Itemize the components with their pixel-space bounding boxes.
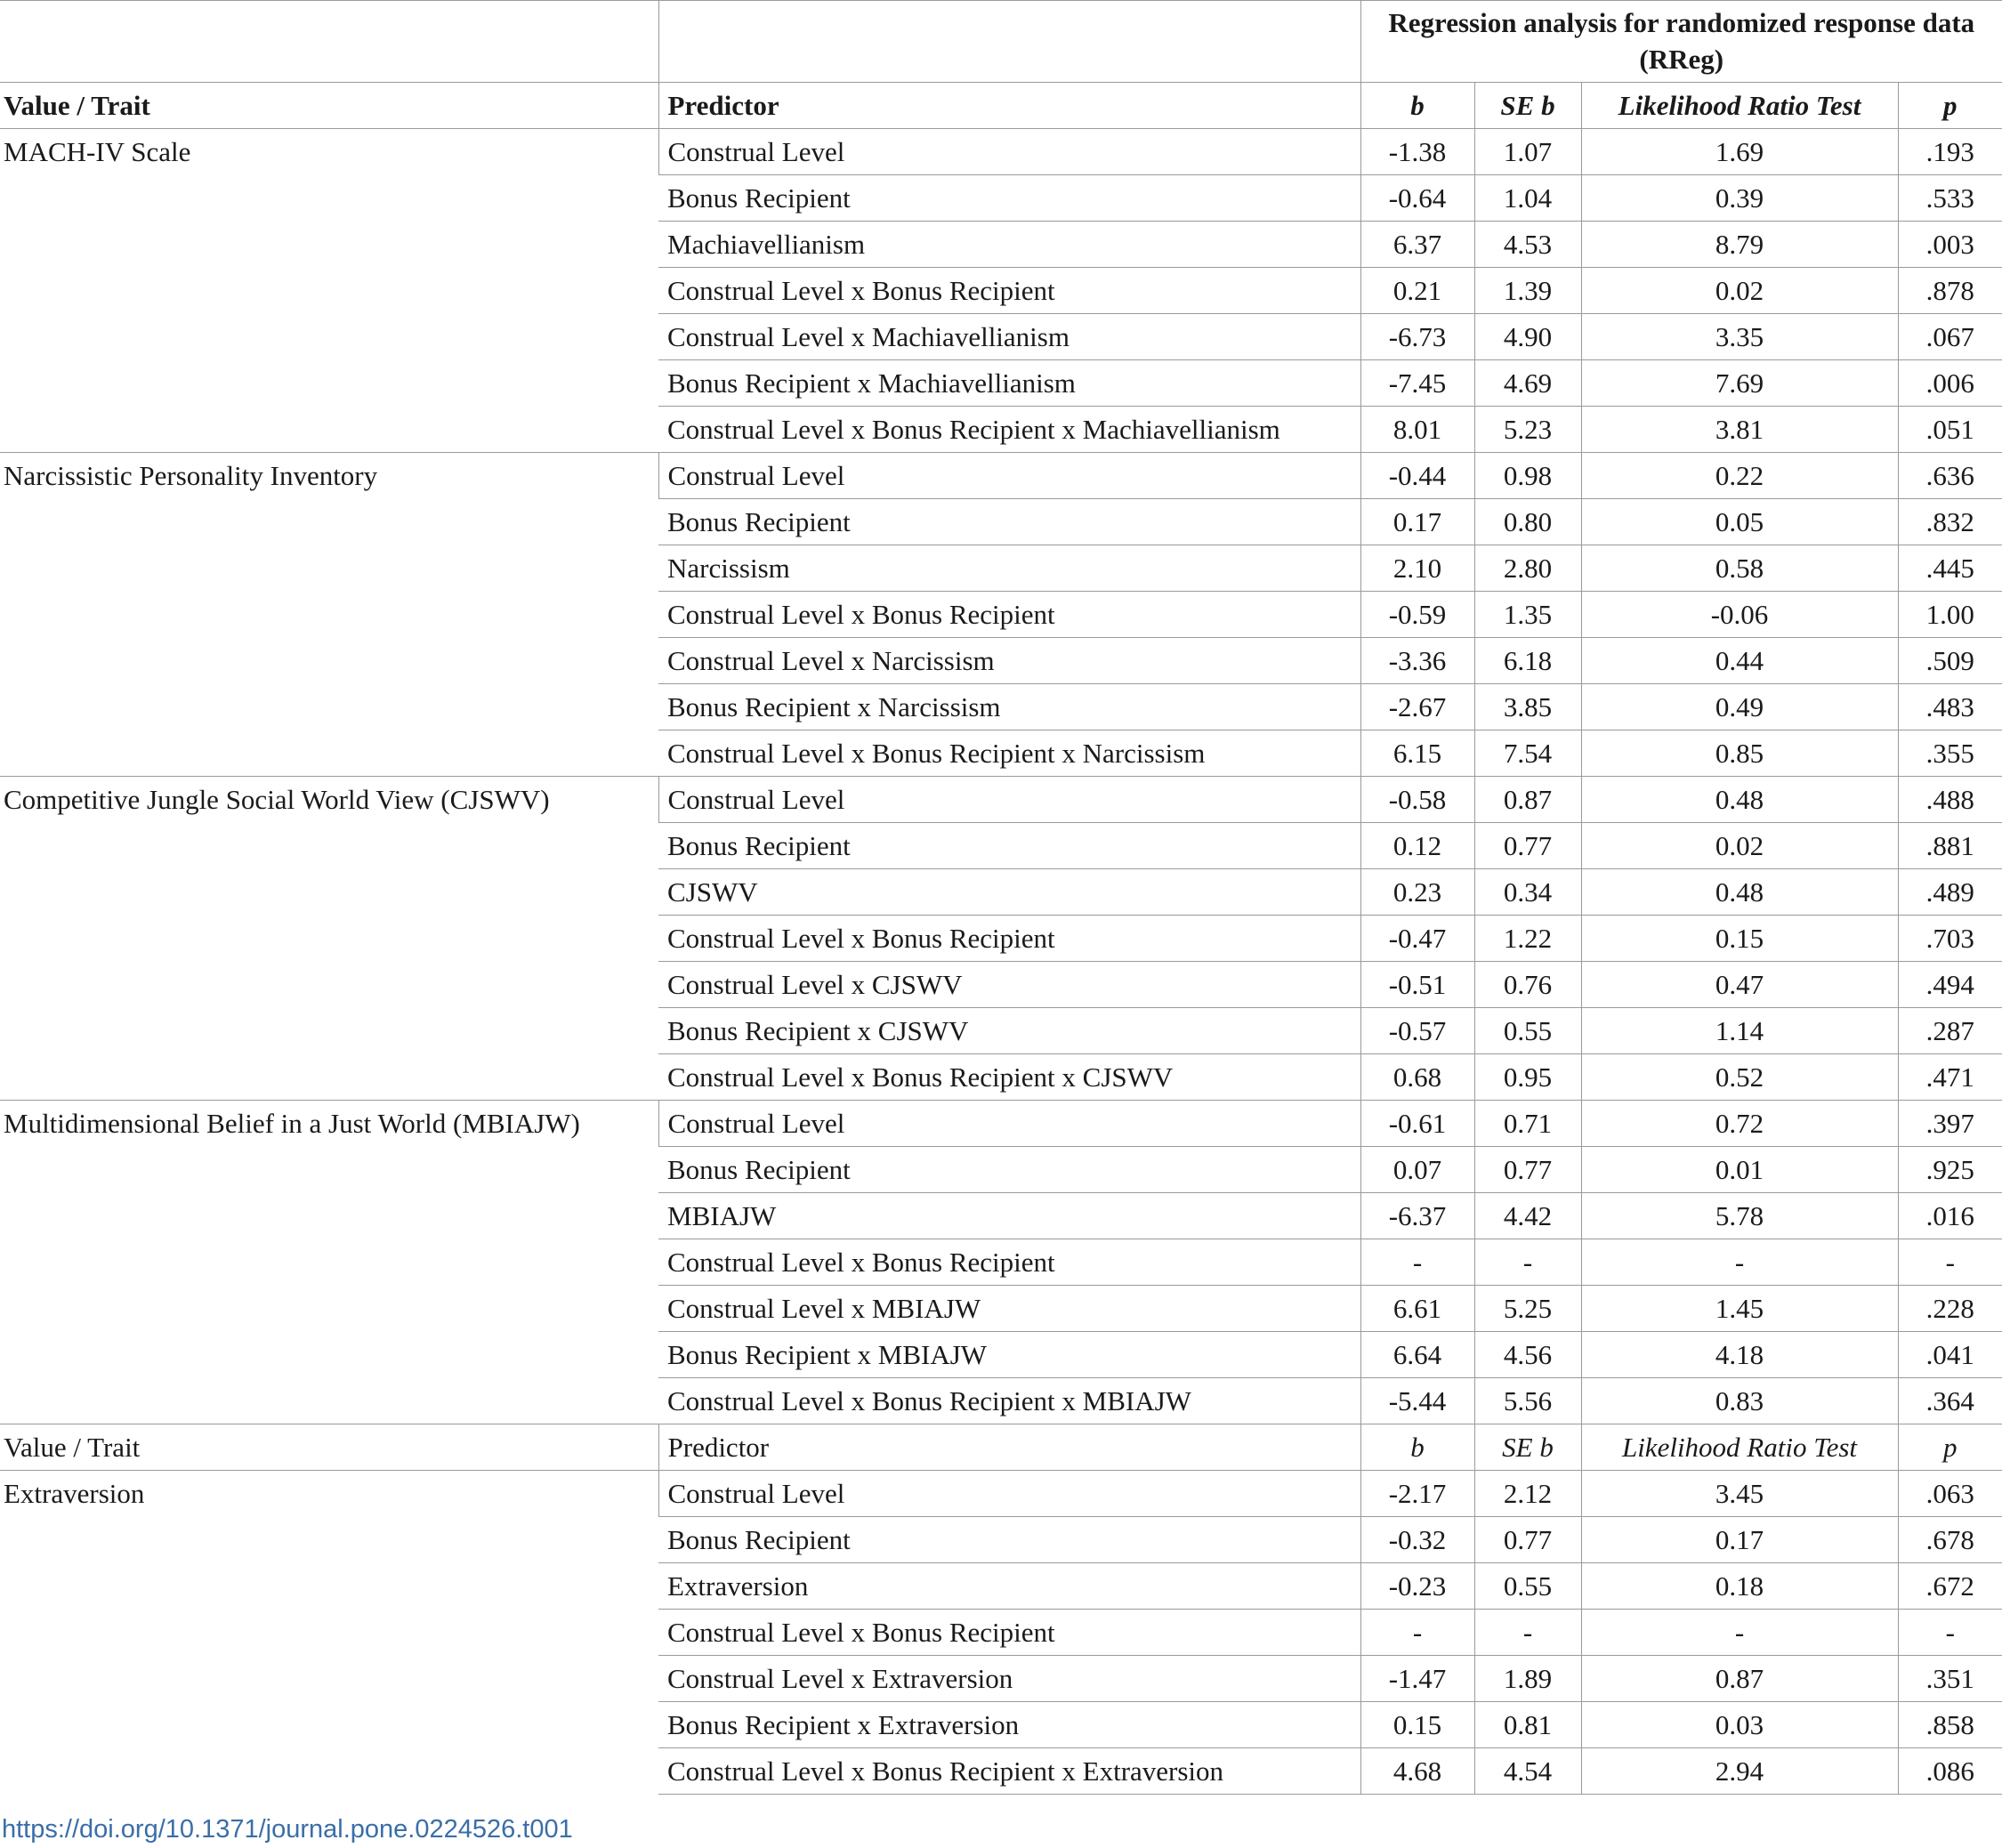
header-b: b [1360,1424,1474,1471]
b-cell: 6.37 [1360,222,1474,268]
p-value-cell: .355 [1898,730,2002,777]
likelihood-ratio-cell: - [1581,1610,1898,1656]
likelihood-ratio-cell: 1.45 [1581,1286,1898,1332]
p-value-cell: .489 [1898,869,2002,916]
likelihood-ratio-cell: 5.78 [1581,1193,1898,1239]
b-cell: 8.01 [1360,407,1474,453]
header-predictor: Predictor [658,83,1360,129]
p-value-cell: .858 [1898,1702,2002,1748]
predictor-cell: Construal Level x Bonus Recipient x Narcissism [658,730,1360,777]
p-value-cell: .878 [1898,268,2002,314]
p-value-cell: .488 [1898,777,2002,823]
likelihood-ratio-cell: 0.52 [1581,1054,1898,1101]
predictor-cell: Bonus Recipient x MBIAJW [658,1332,1360,1378]
p-value-cell: .287 [1898,1008,2002,1054]
p-value-cell: 1.00 [1898,592,2002,638]
predictor-cell: Bonus Recipient [658,823,1360,869]
b-cell: 4.68 [1360,1748,1474,1795]
b-cell: -0.51 [1360,962,1474,1008]
p-value-cell: .636 [1898,453,2002,499]
p-value-cell: .364 [1898,1378,2002,1424]
b-cell: -7.45 [1360,360,1474,407]
se-b-cell: 4.54 [1474,1748,1581,1795]
se-b-cell: 3.85 [1474,684,1581,730]
b-cell: -2.17 [1360,1471,1474,1517]
b-cell: 6.15 [1360,730,1474,777]
b-cell: -2.67 [1360,684,1474,730]
b-cell: -0.58 [1360,777,1474,823]
b-cell: 0.15 [1360,1702,1474,1748]
se-b-cell: 6.18 [1474,638,1581,684]
se-b-cell: 0.77 [1474,1517,1581,1563]
likelihood-ratio-cell: 0.01 [1581,1147,1898,1193]
p-value-cell: - [1898,1610,2002,1656]
likelihood-ratio-cell: 0.72 [1581,1101,1898,1147]
b-cell: -0.32 [1360,1517,1474,1563]
table-row [0,1101,2002,1147]
predictor-cell: Construal Level x Bonus Recipient x Extraversion [658,1748,1360,1795]
se-b-cell: 5.23 [1474,407,1581,453]
predictor-cell: Machiavellianism [658,222,1360,268]
b-cell: 0.17 [1360,499,1474,545]
predictor-cell: Construal Level x Bonus Recipient [658,916,1360,962]
likelihood-ratio-cell: 0.22 [1581,453,1898,499]
predictor-cell: Bonus Recipient [658,175,1360,222]
p-value-cell: .925 [1898,1147,2002,1193]
predictor-cell: Bonus Recipient [658,499,1360,545]
likelihood-ratio-cell: 0.48 [1581,869,1898,916]
likelihood-ratio-cell: 0.87 [1581,1656,1898,1702]
table-row [0,1471,2002,1517]
p-value-cell: .051 [1898,407,2002,453]
likelihood-ratio-cell: 0.03 [1581,1702,1898,1748]
predictor-cell: Bonus Recipient x CJSWV [658,1008,1360,1054]
b-cell: -0.44 [1360,453,1474,499]
likelihood-ratio-cell: 4.18 [1581,1332,1898,1378]
p-value-cell: .672 [1898,1563,2002,1610]
header-se-b: SE b [1474,1424,1581,1471]
likelihood-ratio-cell: 1.14 [1581,1008,1898,1054]
p-value-cell: .006 [1898,360,2002,407]
p-value-cell: - [1898,1239,2002,1286]
p-value-cell: .509 [1898,638,2002,684]
p-value-cell: .193 [1898,129,2002,175]
predictor-cell: Bonus Recipient x Extraversion [658,1702,1360,1748]
likelihood-ratio-cell: 3.45 [1581,1471,1898,1517]
likelihood-ratio-cell: 0.58 [1581,545,1898,592]
se-b-cell: 4.42 [1474,1193,1581,1239]
b-cell: 0.07 [1360,1147,1474,1193]
header-likelihood-ratio-test: Likelihood Ratio Test [1581,1424,1898,1471]
se-b-cell: 1.35 [1474,592,1581,638]
se-b-cell: 7.54 [1474,730,1581,777]
se-b-cell: 0.87 [1474,777,1581,823]
likelihood-ratio-cell: 0.83 [1581,1378,1898,1424]
p-value-cell: .471 [1898,1054,2002,1101]
header-se-b: SE b [1474,83,1581,129]
column-header-row-repeat [0,1424,2002,1471]
predictor-cell: Construal Level x CJSWV [658,962,1360,1008]
table-row [0,777,2002,823]
p-value-cell: .003 [1898,222,2002,268]
se-b-cell: 4.53 [1474,222,1581,268]
se-b-cell: 0.71 [1474,1101,1581,1147]
se-b-cell: 0.34 [1474,869,1581,916]
b-cell: 0.23 [1360,869,1474,916]
se-b-cell: - [1474,1610,1581,1656]
predictor-cell: Construal Level x Machiavellianism [658,314,1360,360]
p-value-cell: .881 [1898,823,2002,869]
se-b-cell: 0.55 [1474,1563,1581,1610]
predictor-cell: Construal Level [658,777,1360,823]
likelihood-ratio-cell: 3.81 [1581,407,1898,453]
p-value-cell: .483 [1898,684,2002,730]
b-cell: -3.36 [1360,638,1474,684]
se-b-cell: 0.76 [1474,962,1581,1008]
se-b-cell: 0.77 [1474,823,1581,869]
likelihood-ratio-cell: 0.02 [1581,268,1898,314]
se-b-cell: - [1474,1239,1581,1286]
predictor-cell: Bonus Recipient x Narcissism [658,684,1360,730]
b-cell: 0.12 [1360,823,1474,869]
predictor-cell: Construal Level [658,453,1360,499]
b-cell: - [1360,1239,1474,1286]
predictor-cell: Construal Level x Extraversion [658,1656,1360,1702]
p-value-cell: .228 [1898,1286,2002,1332]
b-cell: 2.10 [1360,545,1474,592]
likelihood-ratio-cell: -0.06 [1581,592,1898,638]
se-b-cell: 1.22 [1474,916,1581,962]
b-cell: - [1360,1610,1474,1656]
trait-label: Multidimensional Belief in a Just World (MBIAJW) [0,1101,658,1424]
likelihood-ratio-cell: 0.17 [1581,1517,1898,1563]
predictor-cell: Construal Level x Bonus Recipient x MBIAJW [658,1378,1360,1424]
b-cell: -0.61 [1360,1101,1474,1147]
se-b-cell: 2.80 [1474,545,1581,592]
predictor-cell: Construal Level [658,1101,1360,1147]
predictor-cell: Construal Level [658,129,1360,175]
b-cell: -0.64 [1360,175,1474,222]
b-cell: 6.64 [1360,1332,1474,1378]
predictor-cell: Construal Level x MBIAJW [658,1286,1360,1332]
b-cell: -0.47 [1360,916,1474,962]
p-value-cell: .678 [1898,1517,2002,1563]
likelihood-ratio-cell: 0.18 [1581,1563,1898,1610]
trait-label: Extraversion [0,1471,658,1795]
b-cell: -1.47 [1360,1656,1474,1702]
header-trait: Value / Trait [0,1424,658,1471]
p-value-cell: .067 [1898,314,2002,360]
b-cell: 0.68 [1360,1054,1474,1101]
predictor-cell: CJSWV [658,869,1360,916]
header-p: p [1898,1424,2002,1471]
likelihood-ratio-cell: 0.39 [1581,175,1898,222]
likelihood-ratio-cell: 0.44 [1581,638,1898,684]
p-value-cell: .494 [1898,962,2002,1008]
predictor-cell: Construal Level x Bonus Recipient [658,1239,1360,1286]
predictor-cell: Construal Level x Bonus Recipient [658,592,1360,638]
b-cell: -0.59 [1360,592,1474,638]
likelihood-ratio-cell: 0.05 [1581,499,1898,545]
header-trait: Value / Trait [0,83,658,129]
likelihood-ratio-cell: 0.02 [1581,823,1898,869]
predictor-cell: Bonus Recipient [658,1517,1360,1563]
predictor-cell: Bonus Recipient x Machiavellianism [658,360,1360,407]
likelihood-ratio-cell: 0.47 [1581,962,1898,1008]
predictor-cell: MBIAJW [658,1193,1360,1239]
trait-label: Competitive Jungle Social World View (CJSWV) [0,777,658,1101]
predictor-cell: Narcissism [658,545,1360,592]
se-b-cell: 5.25 [1474,1286,1581,1332]
likelihood-ratio-cell: 7.69 [1581,360,1898,407]
predictor-cell: Bonus Recipient [658,1147,1360,1193]
likelihood-ratio-cell: - [1581,1239,1898,1286]
likelihood-ratio-cell: 3.35 [1581,314,1898,360]
likelihood-ratio-cell: 8.79 [1581,222,1898,268]
predictor-cell: Construal Level x Bonus Recipient [658,1610,1360,1656]
b-cell: -0.57 [1360,1008,1474,1054]
se-b-cell: 0.80 [1474,499,1581,545]
se-b-cell: 1.04 [1474,175,1581,222]
table-row [0,129,2002,175]
b-cell: -5.44 [1360,1378,1474,1424]
header-p: p [1898,83,2002,129]
se-b-cell: 0.95 [1474,1054,1581,1101]
header-b: b [1360,83,1474,129]
header-likelihood-ratio-test: Likelihood Ratio Test [1581,83,1898,129]
p-value-cell: .832 [1898,499,2002,545]
doi-link[interactable]: https://doi.org/10.1371/journal.pone.0224526.t001 [2,1815,573,1844]
se-b-cell: 1.89 [1474,1656,1581,1702]
predictor-cell: Construal Level [658,1471,1360,1517]
trait-label: MACH-IV Scale [0,129,658,453]
predictor-cell: Construal Level x Narcissism [658,638,1360,684]
likelihood-ratio-cell: 0.85 [1581,730,1898,777]
se-b-cell: 5.56 [1474,1378,1581,1424]
likelihood-ratio-cell: 0.49 [1581,684,1898,730]
b-cell: -6.73 [1360,314,1474,360]
predictor-cell: Extraversion [658,1563,1360,1610]
b-cell: 6.61 [1360,1286,1474,1332]
p-value-cell: .445 [1898,545,2002,592]
se-b-cell: 0.55 [1474,1008,1581,1054]
p-value-cell: .533 [1898,175,2002,222]
p-value-cell: .063 [1898,1471,2002,1517]
b-cell: -0.23 [1360,1563,1474,1610]
se-b-cell: 0.98 [1474,453,1581,499]
predictor-cell: Construal Level x Bonus Recipient x Machiavellianism [658,407,1360,453]
predictor-cell: Construal Level x Bonus Recipient x CJSWV [658,1054,1360,1101]
table-title: Regression analysis for randomized response data (RReg) [1360,1,2002,83]
se-b-cell: 4.90 [1474,314,1581,360]
p-value-cell: .086 [1898,1748,2002,1795]
column-header-row [0,83,2002,129]
se-b-cell: 0.77 [1474,1147,1581,1193]
se-b-cell: 1.07 [1474,129,1581,175]
likelihood-ratio-cell: 1.69 [1581,129,1898,175]
table-title-row [0,1,2002,83]
table-row [0,453,2002,499]
p-value-cell: .016 [1898,1193,2002,1239]
predictor-cell: Construal Level x Bonus Recipient [658,268,1360,314]
likelihood-ratio-cell: 0.15 [1581,916,1898,962]
se-b-cell: 4.56 [1474,1332,1581,1378]
p-value-cell: .397 [1898,1101,2002,1147]
p-value-cell: .351 [1898,1656,2002,1702]
b-cell: -6.37 [1360,1193,1474,1239]
se-b-cell: 1.39 [1474,268,1581,314]
likelihood-ratio-cell: 0.48 [1581,777,1898,823]
p-value-cell: .703 [1898,916,2002,962]
header-predictor: Predictor [658,1424,1360,1471]
se-b-cell: 4.69 [1474,360,1581,407]
b-cell: 0.21 [1360,268,1474,314]
likelihood-ratio-cell: 2.94 [1581,1748,1898,1795]
trait-label: Narcissistic Personality Inventory [0,453,658,777]
p-value-cell: .041 [1898,1332,2002,1378]
b-cell: -1.38 [1360,129,1474,175]
se-b-cell: 0.81 [1474,1702,1581,1748]
se-b-cell: 2.12 [1474,1471,1581,1517]
